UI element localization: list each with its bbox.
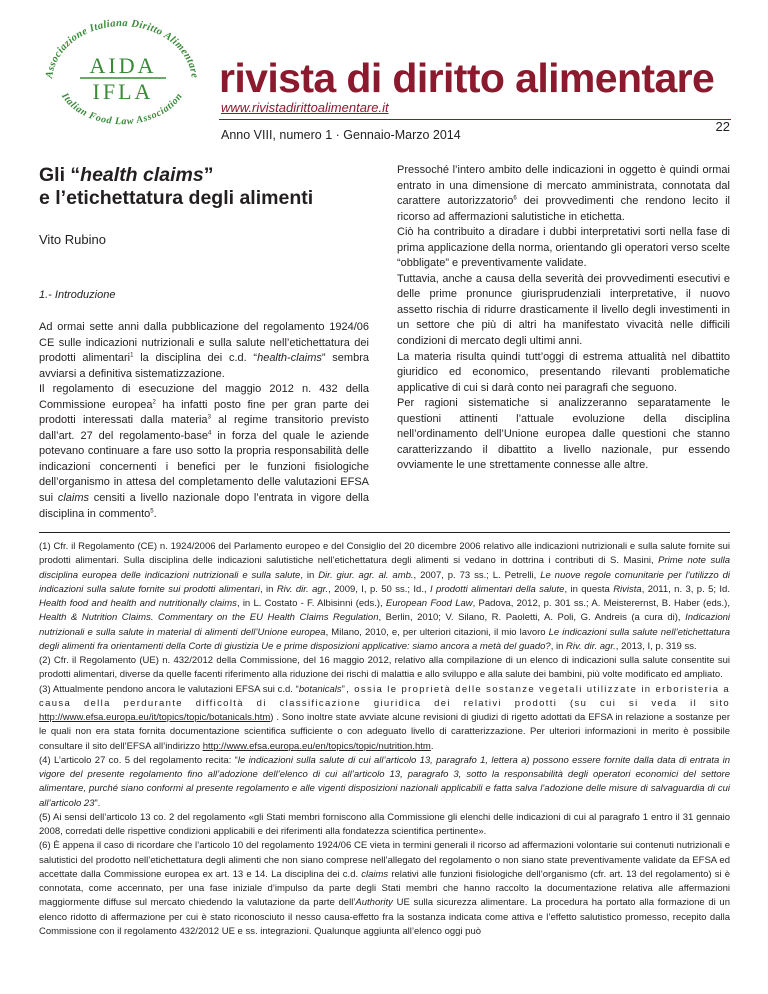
text-run: Ad ormai sette anni dalla pubblicazione del regolamento 1924/06 CE sulle indicazioni nutrizionali e sulla salute nell’etichettatura dei prodotti alimentari (39, 321, 369, 365)
text-run: , 2013, I, p. 319 ss. (615, 640, 697, 652)
text-run: , Padova, 2012, p. 301 ss.; A. Meisterernst, B. Haber (eds.), (472, 598, 730, 609)
text-run: ”. (94, 797, 101, 809)
text-run: ” sembra avviarsi a definitiva sistematizzazione. (39, 352, 369, 380)
right-paragraph-3: Tuttavia, anche a causa della severità dei provvedimenti esecutivi e delle prime pronunce giurisprudenziali interpretative, il nuovo assetto rischia di ridurre drasticamente il livello degli investimenti in un settore che più di altri ha manifestato vivacità nelle difficili condizioni di mercato degli ultimi anni. (397, 272, 730, 348)
text-run-italic: Authority (355, 897, 393, 909)
text-run: Ai sensi dell’articolo 13 co. 2 del regolamento «gli Stati membri forniscono alla Commissione gli elenchi delle indicazioni di cui al paragrafo 1 entro il 31 gennaio 2008, corredati delle rispettive condizioni applicabili e dei riferimenti alla fondatezza scientifica pertinente». (39, 811, 730, 837)
text-run-italic: I prodotti alimentari della salute (429, 583, 565, 595)
text-run: , 2009, I, p. 50 ss.; Id., (328, 583, 430, 595)
text-run: ) . Sono inoltre state avviate alcune revisioni di giudizi di rigetto adottati da EFSA in relazione a sostanze per le quali non era stata fornita documentazione scientifica sufficiente o con adeguato livello di caratterizzazione. Per ulteriori informazioni in merito è possibile consultare il sito dell’EFSA all’indirizzo (39, 712, 730, 752)
footnote-marker: (4) (39, 754, 51, 766)
text-run: , Milano, 2010, e, per ulteriori citazioni, il mio lavoro (325, 626, 549, 638)
journal-url-link[interactable]: www.rivistadirittoalimentare.it (221, 100, 389, 115)
text-run-italic: health-claims (257, 352, 322, 365)
article-title (39, 164, 369, 209)
text-run-italic: Le indicazioni sulla salute nell’etichettatura degli alimenti fra orientamenti della Corte di giustizia Ue e prime disposizioni applicative: siamo ancora a metà del guado? (39, 626, 730, 652)
issue-info: Anno VIII, numero 1 · Gennaio-Marzo 2014 (221, 128, 461, 142)
text-run-italic: Prime note sulla disciplina europea delle indicazioni nutrizionali e sulla salute (39, 555, 730, 581)
footnote-marker: (2) (39, 655, 51, 666)
article-title-pre: Gli “ (39, 164, 81, 186)
text-run-italic: Riv. dir. agr. (566, 640, 616, 652)
right-paragraph-1 (397, 163, 730, 225)
footnote-ref[interactable]: 2 (152, 399, 156, 406)
text-run: al regime transitorio previsto dall’art. 27 del regolamento-base (39, 414, 369, 442)
logo-line1: AIDA (89, 53, 157, 78)
text-run-italic: Dir. giur. agr. al. amb. (318, 569, 414, 581)
efsa-nutrition-link[interactable]: http://www.efsa.europa.eu/en/topics/topic/nutrition.htm (202, 740, 431, 752)
footnote-ref[interactable]: 1 (130, 352, 134, 359)
text-run: . (153, 507, 157, 520)
text-run-italic: Health food and health and nutritionally claims (39, 598, 237, 609)
left-paragraph-1 (39, 320, 369, 382)
footnote-1 (39, 540, 730, 654)
text-run: . (430, 740, 434, 752)
text-run: Il regolamento di esecuzione del maggio 2012 n. 432 della Commissione europea (39, 383, 369, 411)
footnote-marker: (1) (39, 541, 51, 552)
right-paragraph-5: Per ragioni sistematiche si analizzeranno separatamente le questioni attinenti l’attuale evoluzione della disciplina nell’ordinamento dell’Unione europea dalle questioni che stanno caratterizzando il dibattito a livello nazionale, pur essendo ovviamente le une strettamente connesse alle altre. (397, 397, 730, 472)
left-paragraph-2 (39, 382, 369, 522)
section-heading: 1.- Introduzione (39, 289, 116, 301)
text-run-italic: claims (57, 492, 89, 505)
article-author: Vito Rubino (39, 232, 106, 247)
footnote-ref[interactable]: 3 (207, 414, 211, 421)
text-run-italic: claims (361, 868, 389, 880)
article-title-post: ” (203, 164, 214, 186)
text-run: Cfr. il Regolamento (UE) n. 432/2012 della Commissione, del 16 maggio 2012, relativo alla compilazione di un elenco di indicazioni sulla salute consentite sui prodotti alimentari, diverse da quelle facenti riferimento alla riduzione dei rischi di malattia e allo sviluppo e alla salute dei bambini, più volte modificato ed ampliato. (39, 655, 730, 681)
logo-line2: IFLA (92, 79, 154, 104)
text-run-italic: Le nuove regole comunitarie per l’utilizzo di indicazioni sulla salute fornite sui prodotti alimentari (39, 569, 731, 595)
text-run: Pressoché l’intero ambito delle indicazioni in oggetto è quindi ormai entrato in una dimensione di mercato amministrata, connotata dal carattere autorizzatorio (397, 164, 730, 208)
efsa-botanicals-link[interactable]: http://www.efsa.europa.eu/it/topics/topic/botanicals.htm (39, 712, 271, 723)
text-run: , in questa (564, 583, 614, 595)
text-run-italic: botanicals (298, 683, 342, 695)
text-run: ha infatti posto fine per gran parte dei prodotti interessati dalla materia (39, 398, 369, 427)
text-run: ”, ossia le proprietà delle sostanze vegetali utilizzate in erboristeria a causa della perdurante difficoltà di classificazione giuridica dei relativi prodotti (su cui si veda il sito (39, 683, 730, 709)
footnotes (39, 540, 730, 939)
logo-bottom-arc-text: Italian Food Law Association (59, 91, 185, 128)
text-run: L’articolo 27 co. 5 del regolamento recita: “ (50, 754, 238, 766)
logo-top-arc-text: Associazione Italiana Diritto Alimentare (44, 17, 200, 80)
page-number: 22 (715, 119, 730, 134)
right-paragraph-4: La materia risulta quindi tutt’oggi di estrema attualità nel dibattito giuridico ed economico, presentando rilevanti problematiche applicative di cui si darà conto nei paragrafi che seguono. (397, 350, 730, 394)
text-run: , in (260, 583, 277, 595)
text-run: , 2007, p. 73 ss.; L. Petrelli, (413, 569, 541, 581)
text-run: UE sulla sicurezza alimentare. La procedura ha portato alla formazione di un elenco ridotto di affermazione per cui è stato riconosciuto il nesso causa-effetto fra la sostanza indicata come attiva e l’effetto salutistico promesso, recepito dalla Commissione con il regolamento 432/2012 UE e ss. integrazioni. Qualunque aggiunta all’elenco oggi può (39, 897, 730, 937)
footnote-ref[interactable]: 4 (208, 430, 212, 437)
footnote-ref[interactable]: 6 (513, 195, 517, 202)
footnote-marker: (6) (39, 840, 51, 852)
aida-ifla-logo (36, 16, 208, 140)
text-run: , in L. Costato - F. Albisinni (eds.), (236, 598, 386, 609)
text-run: , in (550, 640, 566, 652)
footnote-marker: (3) (39, 683, 51, 695)
text-run: Cfr. il Regolamento (CE) n. 1924/2006 del Parlamento europeo e del Consiglio del 20 dicembre 2006 relativo alle indicazioni nutrizionali e sulla salute fornite sui prodotti alimentari. Sulla disciplina delle indicazioni salutistiche nell’etichettatura degli alimenti si vedano in dottrina i contributi di S. Masini, (39, 541, 730, 567)
text-run-italic: Riv. dir. agr. (276, 583, 329, 595)
footnote-3 (39, 683, 730, 754)
text-run: censiti a livello nazionale dopo l’entrata in vigore della disciplina in commento (39, 492, 369, 520)
text-run-italic: Rivista (613, 583, 642, 595)
text-run: , Berlin, 2010; V. Silano, R. Paoletti, A. Poli, G. Andreis (a cura di), (378, 612, 686, 624)
journal-title: rivista di diritto alimentare (219, 55, 715, 101)
footnote-marker: (5) (39, 811, 51, 823)
footnote-6 (39, 839, 730, 939)
text-run-italic: Indicazioni nutrizionali e sulla salute in material di alimenti dell’Unione europea (39, 612, 730, 638)
text-run-italic: Health & Nutrition Claims. Commentary on the EU Health Claims Regulation (39, 612, 379, 624)
footnote-ref[interactable]: 5 (150, 507, 154, 514)
text-run: la disciplina dei c.d. “ (133, 352, 258, 365)
footnote-2 (39, 654, 730, 683)
right-paragraph-2: Ciò ha contribuito a diradare i dubbi interpretativi sorti nella fase di prima applicazione della norma, orientando gli operatori verso scelte “obbligate” e preventivamente validate. (397, 226, 730, 270)
article-title-italic: health claims (80, 164, 204, 186)
text-run: È appena il caso di ricordare che l’articolo 10 del regolamento 1924/06 CE vieta in termini generali il ricorso ad affermazioni volontarie sui contenuti nutrizionali e salutistici del prodotto nell’etichettatura degli alimenti che non siano comprese nell’allegato del regolamento o non siano state preventivamente validate da EFSA ed accettate dalla Commissione europea ex art. 13 e 14. La disciplina dei c.d. (39, 840, 730, 880)
text-run: relativi alle funzioni fisiologiche dell’organismo (cfr. art. 13 del regolamento) si è connotata, come accennato, per una fase iniziale d’impulso da parte degli Stati membri che hanno raccolto la documentazione relativa alle affermazioni maggiormente diffuse sul mercato chiedendo la valutazione da parte dell’ (39, 868, 730, 909)
footnote-5 (39, 811, 730, 840)
text-run: dei provvedimenti che rendono lecito il ricorso ad affermazioni salutistiche in etichetta. (397, 195, 730, 223)
right-column (397, 163, 730, 474)
article-title-line2: e l’etichettatura degli alimenti (39, 186, 314, 209)
text-run: , in (300, 569, 319, 581)
text-run: in forza del quale le aziende potevano continuare a fare uso sotto la propria responsabilità delle indicazioni concernenti i benefici per le funzioni fisiologiche dell’organismo in attesa del completamento delle valutazioni EFSA sui (39, 429, 369, 505)
footnote-4 (39, 754, 730, 811)
masthead-divider (219, 119, 731, 120)
text-run: Attualmente pendono ancora le valutazioni EFSA sui c.d. “ (50, 683, 299, 695)
left-column (39, 320, 369, 522)
text-run: , 2011, n. 3, p. 5; Id. (641, 583, 730, 595)
text-run-italic: le indicazioni sulla salute di cui all’articolo 13, paragrafo 1, lettera a) possono essere fornite dalla data di entrata in vigore del presente regolamento fino all’adozione dell’elenco di cui all’articolo 13, paragrafo 3, sotto la responsabilità degli operatori economici del settore alimentare, purché siano conformi al presente regolamento e alle vigenti disposizioni nazionali applicabili e fatta salva l’adozione delle misure di salvaguardia di cui all’articolo 23 (39, 754, 731, 809)
footnote-divider (39, 532, 730, 533)
text-run-italic: European Food Law (385, 598, 473, 609)
